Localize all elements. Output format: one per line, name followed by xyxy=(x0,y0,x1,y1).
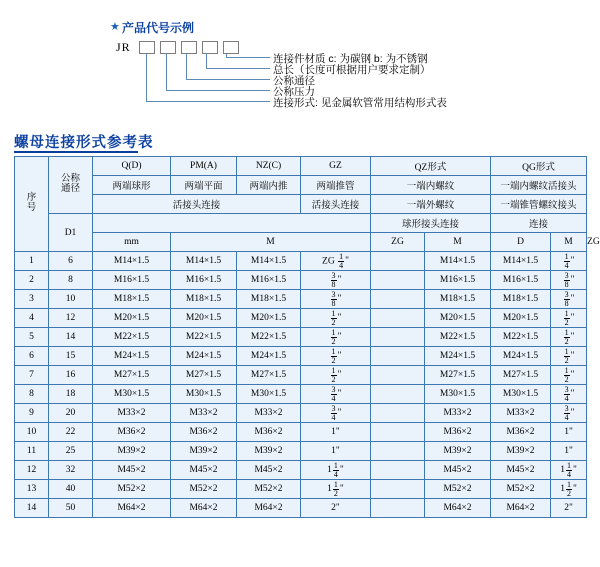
cell-qz-d: M30×1.5 xyxy=(425,385,491,404)
cell-qg-zg: 1 $\frac{1}{4}$ " xyxy=(551,461,587,480)
cell-qz-m xyxy=(371,385,425,404)
cell-nz: M18×1.5 xyxy=(237,290,301,309)
cell-seq: 12 xyxy=(15,461,49,480)
header-dn-label: 公称 通径 xyxy=(60,174,80,194)
cell-seq: 11 xyxy=(15,442,49,461)
cell-pm: M52×2 xyxy=(171,480,237,499)
cell-qz-d: M16×1.5 xyxy=(425,271,491,290)
table-row xyxy=(15,442,587,461)
cell-pm: M16×1.5 xyxy=(171,271,237,290)
legend-title: 产品代号示例 xyxy=(122,21,195,35)
cell-gz: 2" xyxy=(301,499,371,518)
cell-q: M16×1.5 xyxy=(93,271,171,290)
cell-nz: M14×1.5 xyxy=(237,252,301,271)
cell-gz: 1 $\frac{1}{4}$ " xyxy=(301,461,371,480)
cell-dn: 15 xyxy=(49,347,93,366)
table-header-row-d1 xyxy=(15,214,587,233)
leader-line xyxy=(166,90,270,91)
cell-seq: 9 xyxy=(15,404,49,423)
header-desc-q: 两端球形 xyxy=(93,176,171,195)
leader-line xyxy=(206,53,207,68)
leader-line xyxy=(206,68,270,69)
cell-qz-m xyxy=(371,328,425,347)
table-header-row-codes xyxy=(15,157,587,176)
table-row xyxy=(15,328,587,347)
cell-qg-zg: $\frac{3}{4}$ " xyxy=(551,385,587,404)
table-body xyxy=(15,252,587,518)
cell-qz-d: M39×2 xyxy=(425,442,491,461)
cell-gz: 1" xyxy=(301,423,371,442)
cell-dn: 6 xyxy=(49,252,93,271)
cell-qg-m: M16×1.5 xyxy=(491,271,551,290)
cell-qg-m: M24×1.5 xyxy=(491,347,551,366)
cell-qg-m: M45×2 xyxy=(491,461,551,480)
table-row xyxy=(15,309,587,328)
table-row xyxy=(15,290,587,309)
cell-nz: M64×2 xyxy=(237,499,301,518)
table-row xyxy=(15,499,587,518)
cell-qg-m: M20×1.5 xyxy=(491,309,551,328)
leader-line xyxy=(166,53,167,90)
header-d1: D1 xyxy=(49,214,93,252)
cell-pm: M27×1.5 xyxy=(171,366,237,385)
cell-qg-zg: $\frac{3}{4}$ " xyxy=(551,404,587,423)
header-blank xyxy=(93,214,371,233)
cell-qg-m: M33×2 xyxy=(491,404,551,423)
legend-note-material: 连接件材质 c: 为碳钢 b: 为不锈钢 xyxy=(273,53,428,65)
cell-qz-d: M20×1.5 xyxy=(425,309,491,328)
cell-q: M20×1.5 xyxy=(93,309,171,328)
legend-note-dn: 公称通径 xyxy=(273,75,315,87)
cell-q: M45×2 xyxy=(93,461,171,480)
cell-seq: 13 xyxy=(15,480,49,499)
cell-seq: 6 xyxy=(15,347,49,366)
leader-line xyxy=(186,53,187,79)
table-header-row-units: mm M ZG M D M ZG xyxy=(15,233,587,252)
cell-pm: M24×1.5 xyxy=(171,347,237,366)
cell-qz-m xyxy=(371,309,425,328)
table-header-row-connect xyxy=(15,195,587,214)
cell-dn: 25 xyxy=(49,442,93,461)
cell-qg-zg: 1" xyxy=(551,442,587,461)
cell-qz-d: M33×2 xyxy=(425,404,491,423)
legend-note-length: 总长（长度可根据用户要求定制） xyxy=(273,64,431,76)
product-code-legend xyxy=(0,0,600,128)
table-row xyxy=(15,385,587,404)
cell-q: M39×2 xyxy=(93,442,171,461)
cell-seq: 2 xyxy=(15,271,49,290)
cell-qg-m: M22×1.5 xyxy=(491,328,551,347)
table-row xyxy=(15,252,587,271)
header-desc-pm: 两端平面 xyxy=(171,176,237,195)
cell-pm: M20×1.5 xyxy=(171,309,237,328)
leader-line xyxy=(226,57,270,58)
cell-gz: 1 $\frac{1}{2}$ " xyxy=(301,480,371,499)
header-group-q: Q(D) xyxy=(93,157,171,176)
cell-qg-zg: $\frac{1}{2}$ " xyxy=(551,366,587,385)
unit-zg-1: ZG xyxy=(371,233,425,252)
cell-qz-d: M52×2 xyxy=(425,480,491,499)
header-ball-joint-connect: 球形接头连接 xyxy=(371,214,491,233)
cell-gz: 1" xyxy=(301,442,371,461)
header-taper-thread-joint: 一端锥管螺纹接头 xyxy=(491,195,587,214)
product-code-prefix: JR xyxy=(116,40,131,54)
cell-seq: 3 xyxy=(15,290,49,309)
cell-nz: M20×1.5 xyxy=(237,309,301,328)
cell-pm: M14×1.5 xyxy=(171,252,237,271)
cell-dn: 20 xyxy=(49,404,93,423)
cell-nz: M30×1.5 xyxy=(237,385,301,404)
cell-q: M27×1.5 xyxy=(93,366,171,385)
header-group-pm: PM(A) xyxy=(171,157,237,176)
cell-nz: M22×1.5 xyxy=(237,328,301,347)
unit-m-1: M xyxy=(171,233,371,252)
cell-qg-m: M39×2 xyxy=(491,442,551,461)
cell-qg-zg: 2" xyxy=(551,499,587,518)
cell-gz: $\frac{1}{2}$ " xyxy=(301,366,371,385)
cell-qg-zg: $\frac{3}{8}$ " xyxy=(551,271,587,290)
cell-nz: M16×1.5 xyxy=(237,271,301,290)
cell-nz: M36×2 xyxy=(237,423,301,442)
cell-qg-zg: $\frac{1}{2}$ " xyxy=(551,328,587,347)
cell-qz-d: M24×1.5 xyxy=(425,347,491,366)
cell-qz-m xyxy=(371,404,425,423)
cell-qg-m: M27×1.5 xyxy=(491,366,551,385)
cell-qz-m xyxy=(371,271,425,290)
cell-qz-d: M36×2 xyxy=(425,423,491,442)
cell-dn: 22 xyxy=(49,423,93,442)
cell-qz-m xyxy=(371,461,425,480)
cell-q: M33×2 xyxy=(93,404,171,423)
cell-dn: 12 xyxy=(49,309,93,328)
title-underline xyxy=(14,151,138,153)
nut-connection-table xyxy=(14,156,600,518)
cell-qg-m: M52×2 xyxy=(491,480,551,499)
header-dn xyxy=(49,157,93,214)
star-icon: ★ xyxy=(110,21,120,33)
cell-seq: 1 xyxy=(15,252,49,271)
cell-pm: M45×2 xyxy=(171,461,237,480)
cell-gz: $\frac{1}{2}$ " xyxy=(301,347,371,366)
cell-q: M30×1.5 xyxy=(93,385,171,404)
cell-qg-m: M36×2 xyxy=(491,423,551,442)
cell-q: M22×1.5 xyxy=(93,328,171,347)
cell-qg-m: M14×1.5 xyxy=(491,252,551,271)
cell-qz-m xyxy=(371,499,425,518)
table-row xyxy=(15,480,587,499)
cell-dn: 18 xyxy=(49,385,93,404)
cell-dn: 8 xyxy=(49,271,93,290)
cell-pm: M36×2 xyxy=(171,423,237,442)
header-desc-nz: 两端内推 xyxy=(237,176,301,195)
cell-qz-m xyxy=(371,347,425,366)
legend-note-pressure: 公称压力 xyxy=(273,86,315,98)
header-group-gz: GZ xyxy=(301,157,371,176)
header-desc-gz: 两端推管 xyxy=(301,176,371,195)
unit-m-3: M xyxy=(551,233,587,252)
cell-q: M14×1.5 xyxy=(93,252,171,271)
header-union-connect-2: 活接头连接 xyxy=(301,195,371,214)
cell-nz: M27×1.5 xyxy=(237,366,301,385)
header-desc-qz: 一端内螺纹 xyxy=(371,176,491,195)
header-union-connect-1: 活接头连接 xyxy=(93,195,301,214)
cell-gz: $\frac{3}{4}$ " xyxy=(301,404,371,423)
cell-qg-zg: 1" xyxy=(551,423,587,442)
cell-dn: 14 xyxy=(49,328,93,347)
cell-nz: M45×2 xyxy=(237,461,301,480)
cell-gz: ZG $\frac{1}{4}$ " xyxy=(301,252,371,271)
leader-line xyxy=(146,101,270,102)
cell-gz: $\frac{1}{2}$ " xyxy=(301,309,371,328)
cell-qg-zg: 1 $\frac{1}{2}$ " xyxy=(551,480,587,499)
cell-qg-m: M30×1.5 xyxy=(491,385,551,404)
table-row xyxy=(15,347,587,366)
cell-pm: M18×1.5 xyxy=(171,290,237,309)
cell-q: M64×2 xyxy=(93,499,171,518)
cell-pm: M30×1.5 xyxy=(171,385,237,404)
table-row xyxy=(15,366,587,385)
cell-dn: 40 xyxy=(49,480,93,499)
cell-qz-d: M14×1.5 xyxy=(425,252,491,271)
cell-q: M18×1.5 xyxy=(93,290,171,309)
cell-qg-m: M18×1.5 xyxy=(491,290,551,309)
code-box xyxy=(160,41,176,54)
cell-dn: 50 xyxy=(49,499,93,518)
cell-q: M24×1.5 xyxy=(93,347,171,366)
cell-dn: 10 xyxy=(49,290,93,309)
table-header-row-desc xyxy=(15,176,587,195)
cell-pm: M39×2 xyxy=(171,442,237,461)
cell-seq: 14 xyxy=(15,499,49,518)
unit-d: D xyxy=(491,233,551,252)
cell-gz: $\frac{1}{2}$ " xyxy=(301,328,371,347)
header-seq-label: 序 号 xyxy=(26,193,37,213)
cell-nz: M33×2 xyxy=(237,404,301,423)
cell-qg-zg: $\frac{3}{8}$ " xyxy=(551,290,587,309)
cell-pm: M33×2 xyxy=(171,404,237,423)
cell-pm: M22×1.5 xyxy=(171,328,237,347)
cell-gz: $\frac{3}{4}$ " xyxy=(301,385,371,404)
unit-m-2: M xyxy=(425,233,491,252)
cell-dn: 16 xyxy=(49,366,93,385)
cell-qz-d: M22×1.5 xyxy=(425,328,491,347)
cell-seq: 5 xyxy=(15,328,49,347)
cell-qz-d: M18×1.5 xyxy=(425,290,491,309)
leader-line xyxy=(186,79,270,80)
header-external-thread: 一端外螺纹 xyxy=(371,195,491,214)
table-row xyxy=(15,404,587,423)
header-desc-qg: 一端内螺纹活接头 xyxy=(491,176,587,195)
cell-qz-d: M64×2 xyxy=(425,499,491,518)
header-group-qz: QZ形式 xyxy=(371,157,491,176)
code-box xyxy=(181,41,197,54)
header-seq xyxy=(15,157,49,252)
leader-line xyxy=(146,53,147,101)
header-group-nz: NZ(C) xyxy=(237,157,301,176)
cell-qz-m xyxy=(371,423,425,442)
cell-qg-zg: $\frac{1}{4}$ " xyxy=(551,252,587,271)
page-title: 螺母连接形式参考表 xyxy=(14,135,154,151)
cell-dn: 32 xyxy=(49,461,93,480)
code-box xyxy=(202,41,218,54)
cell-seq: 8 xyxy=(15,385,49,404)
cell-seq: 4 xyxy=(15,309,49,328)
cell-nz: M52×2 xyxy=(237,480,301,499)
cell-qg-zg: $\frac{1}{2}$ " xyxy=(551,347,587,366)
cell-q: M36×2 xyxy=(93,423,171,442)
cell-qz-m xyxy=(371,290,425,309)
cell-qz-m xyxy=(371,442,425,461)
cell-qg-m: M64×2 xyxy=(491,499,551,518)
header-group-qg: QG形式 xyxy=(491,157,587,176)
cell-pm: M64×2 xyxy=(171,499,237,518)
cell-qg-zg: $\frac{1}{2}$ " xyxy=(551,309,587,328)
cell-qz-m xyxy=(371,366,425,385)
table-row xyxy=(15,423,587,442)
cell-seq: 10 xyxy=(15,423,49,442)
cell-qz-d: M27×1.5 xyxy=(425,366,491,385)
table-row xyxy=(15,461,587,480)
unit-mm: mm xyxy=(93,233,171,252)
cell-gz: $\frac{3}{8}$ " xyxy=(301,290,371,309)
code-box xyxy=(139,41,155,54)
cell-nz: M39×2 xyxy=(237,442,301,461)
cell-seq: 7 xyxy=(15,366,49,385)
table-row xyxy=(15,271,587,290)
cell-qz-d: M45×2 xyxy=(425,461,491,480)
legend-note-connection: 连接形式: 见金属软管常用结构形式表 xyxy=(273,97,447,109)
cell-gz: $\frac{3}{8}$ " xyxy=(301,271,371,290)
cell-qz-m xyxy=(371,480,425,499)
cell-qz-m xyxy=(371,252,425,271)
code-boxes xyxy=(139,41,239,54)
header-connect: 连接 xyxy=(491,214,587,233)
cell-nz: M24×1.5 xyxy=(237,347,301,366)
cell-q: M52×2 xyxy=(93,480,171,499)
